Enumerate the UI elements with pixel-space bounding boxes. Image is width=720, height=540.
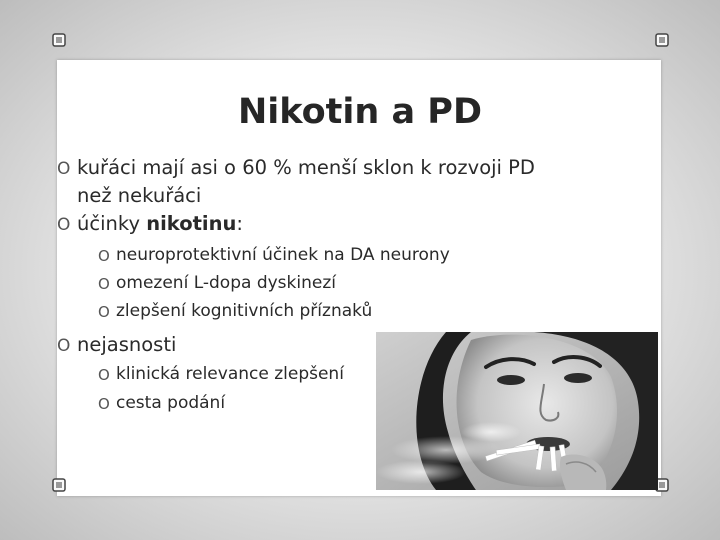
bullet-marker: O: [57, 215, 71, 235]
bullet-marker: O: [98, 275, 110, 293]
pin-icon-bottom-left: [52, 478, 66, 492]
bullet-text-prefix: účinky: [77, 212, 147, 235]
slide-title: Nikotin a PD: [237, 92, 482, 132]
bullet-text: zlepšení kognitivních příznaků: [116, 301, 373, 321]
bullet-uncertainties: [57, 333, 176, 356]
bullet-marker: O: [98, 366, 110, 384]
sub-bullet-clinical-relevance: [98, 364, 344, 384]
bullet-marker: O: [98, 395, 110, 413]
sub-bullet-administration-route: [98, 393, 225, 413]
sub-bullet-dyskinesia: [98, 273, 336, 293]
sub-bullet-cognitive: [98, 301, 372, 321]
bullet-marker: O: [98, 303, 110, 321]
woman-smoking-photo: [376, 332, 658, 490]
bullet-text: kuřáci mají asi o 60 % menší sklon k rozvoji PD: [77, 156, 535, 179]
bullet-marker: O: [98, 247, 110, 265]
bullet-marker: O: [57, 336, 71, 356]
bullet-text: cesta podání: [116, 393, 226, 413]
bullet-text: neuroprotektivní účinek na DA neurony: [116, 245, 450, 265]
pin-icon-top-right: [655, 33, 669, 47]
bullet-text: omezení L-dopa dyskinezí: [116, 273, 336, 293]
bullet-text-bold: nikotinu: [146, 212, 237, 235]
bullet-text: nejasnosti: [77, 333, 177, 356]
sub-bullet-neuroprotective: [98, 245, 450, 265]
bullet-text: [57, 212, 243, 235]
bullet-text: klinická relevance zlepšení: [116, 364, 344, 384]
pin-icon-top-left: [52, 33, 66, 47]
bullet-nicotine-effects: [57, 212, 243, 235]
bullet-marker: O: [57, 159, 71, 179]
bullet-text-suffix: :: [236, 212, 243, 235]
bullet-smokers-continuation: než nekuřáci: [77, 184, 202, 207]
bullet-smokers: [57, 156, 535, 179]
